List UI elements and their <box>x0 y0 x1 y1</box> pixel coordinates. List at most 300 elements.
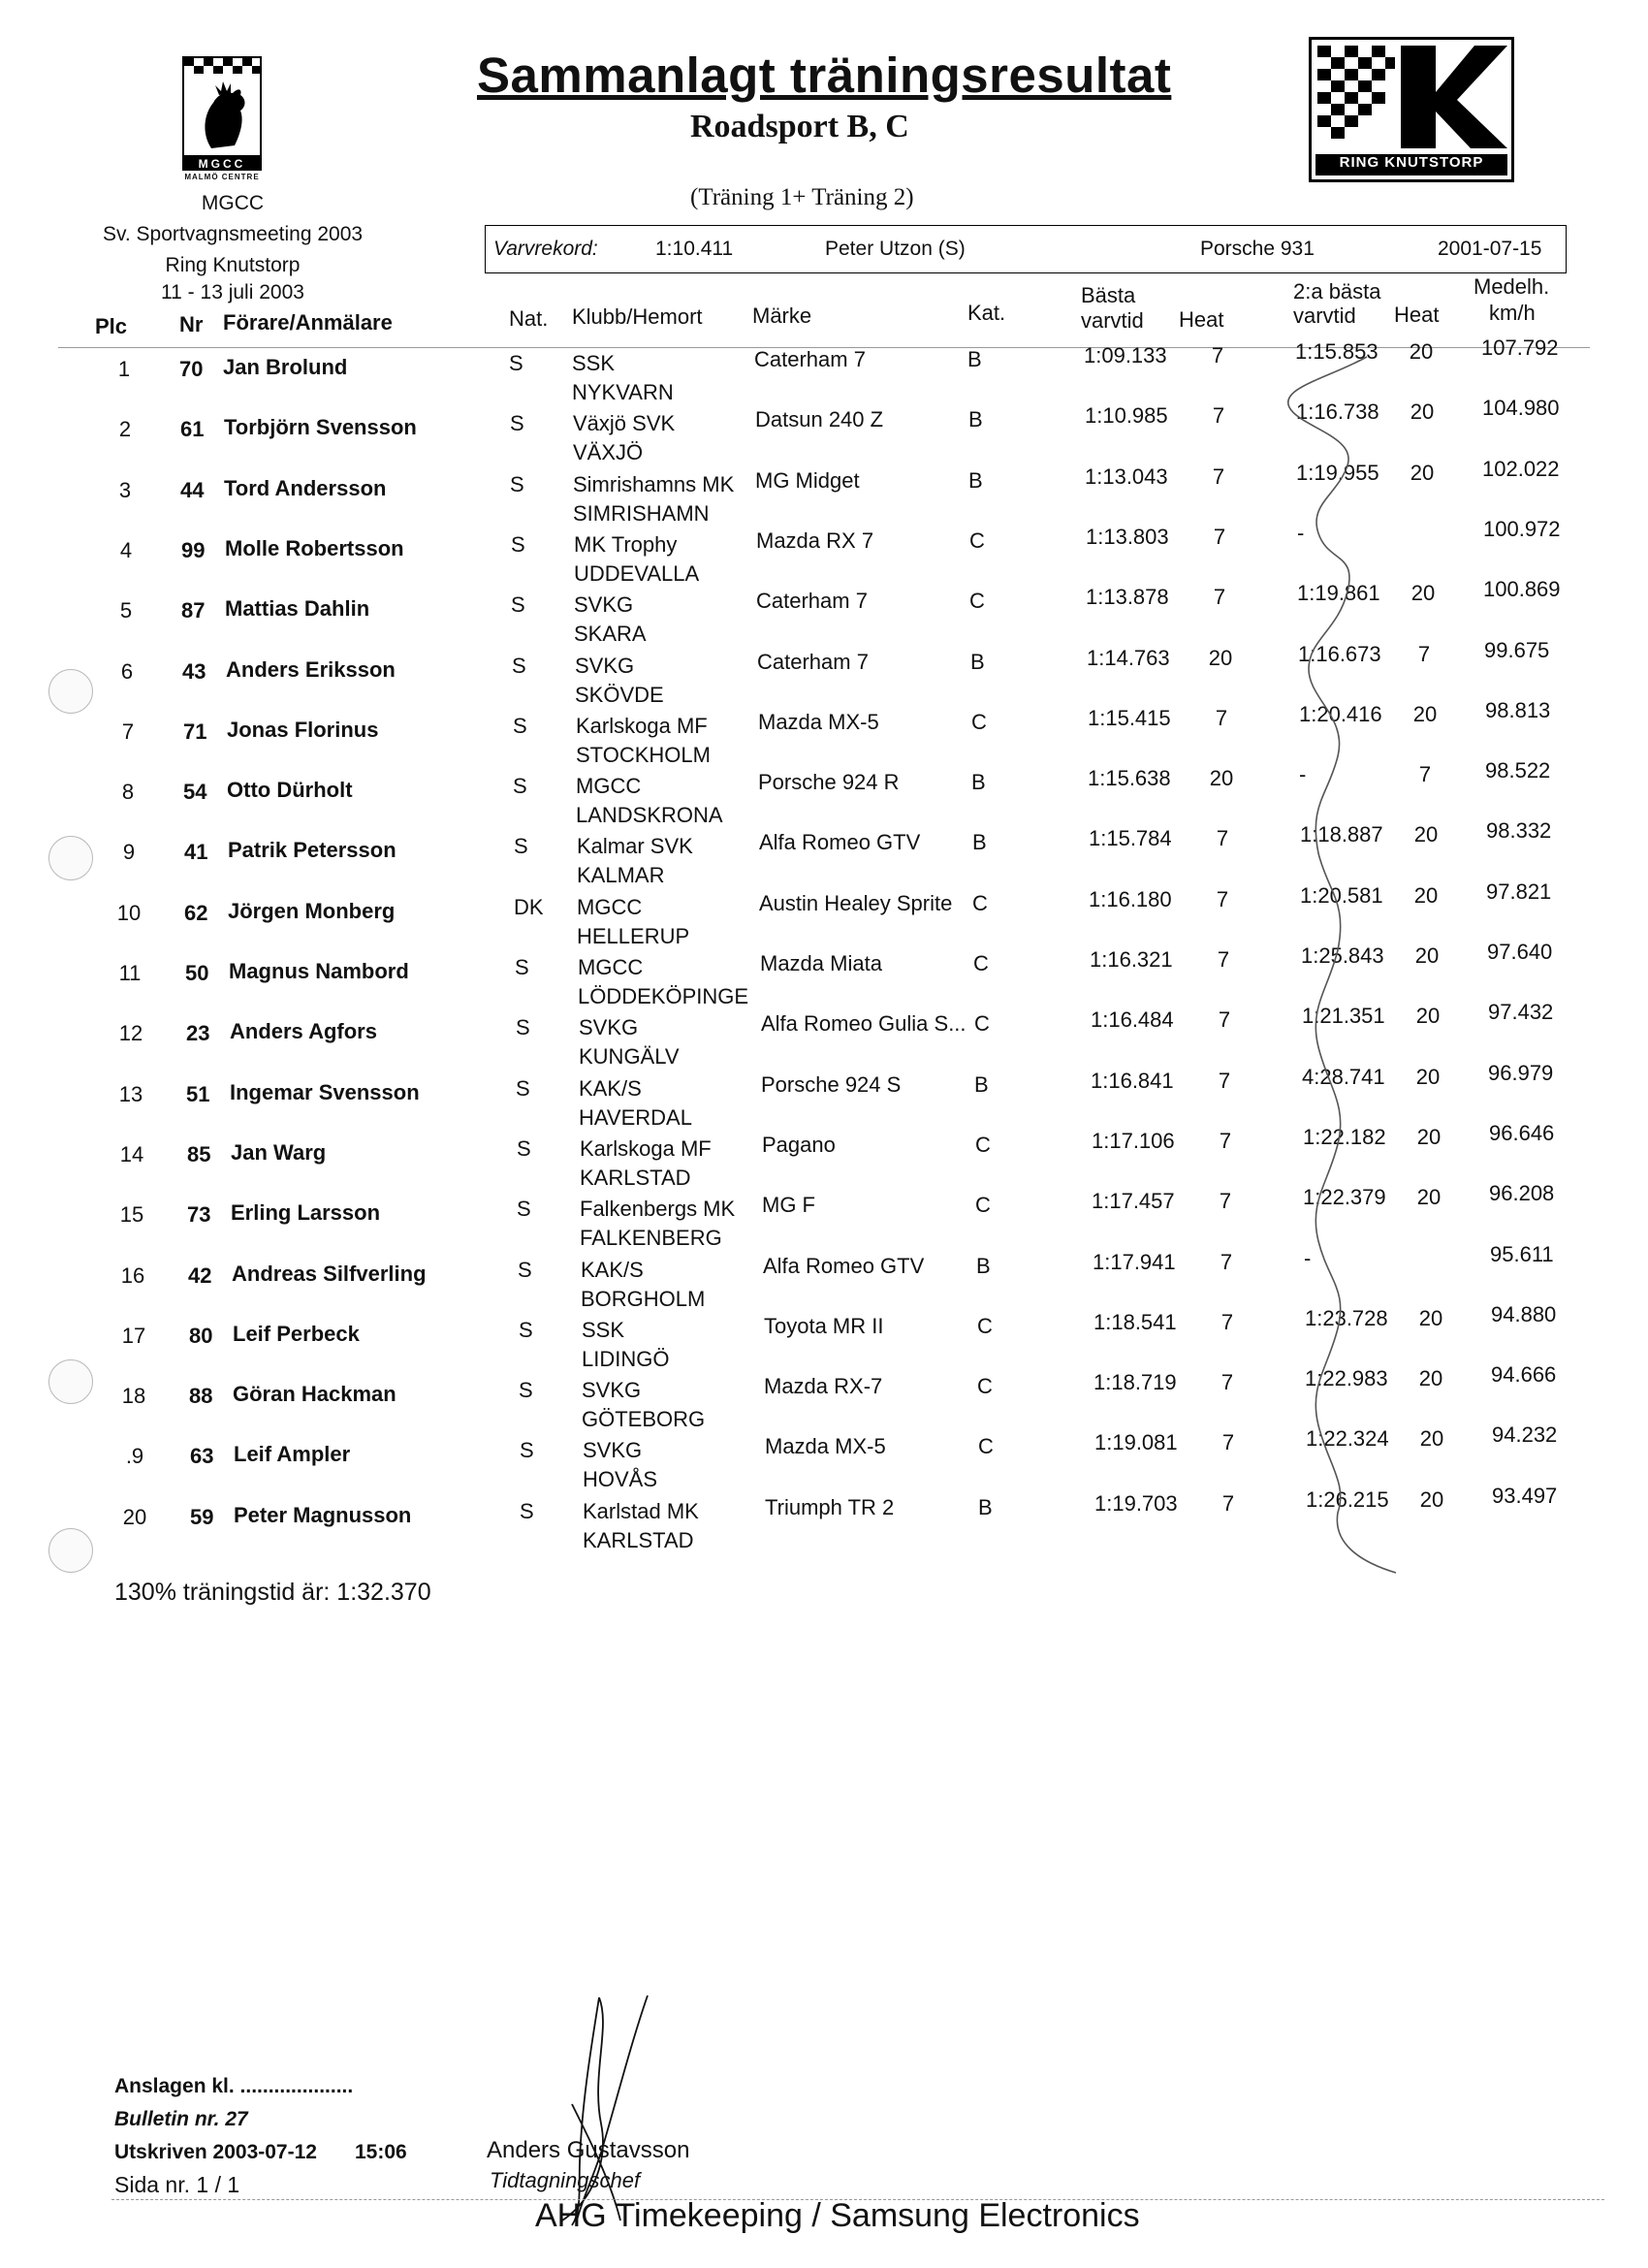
cell-heat: 7 <box>1221 1490 1235 1516</box>
cell-make: Alfa Romeo GTV <box>759 830 921 855</box>
cell-town: BORGHOLM <box>581 1286 706 1311</box>
cell-cat: B <box>976 1253 991 1278</box>
cell-make: Caterham 7 <box>754 347 866 371</box>
cell-club: MGCC <box>576 774 642 799</box>
cell-make: Datsun 240 Z <box>755 407 884 432</box>
cell-town: GÖTEBORG <box>582 1407 706 1432</box>
cell-town: KUNGÄLV <box>579 1044 680 1070</box>
cell-cat: B <box>968 407 983 432</box>
cell-heat: 7 <box>1212 403 1225 429</box>
logo-text: RING KNUTSTORP <box>1339 154 1484 171</box>
cell-heat2: 20 <box>1410 460 1435 485</box>
cell-make: Caterham 7 <box>756 589 868 614</box>
cell-cat: B <box>968 467 983 493</box>
cell-nat: S <box>516 1075 530 1101</box>
cell-plc: 7 <box>121 719 135 744</box>
meeting-name: Sv. Sportvagnsmeeting 2003 <box>102 223 364 245</box>
footer-company: AHG Timekeeping / Samsung Electronics <box>535 2197 1140 2234</box>
cell-heat: 7 <box>1211 343 1224 367</box>
cell-nat: S <box>512 653 526 678</box>
cell-speed: 98.522 <box>1485 758 1551 783</box>
mgcc-logo <box>182 56 262 192</box>
cell-heat2: 20 <box>1419 1426 1444 1452</box>
cell-nr: 71 <box>183 719 207 744</box>
cell-club: SVKG <box>575 653 635 678</box>
cell-heat2: 7 <box>1418 762 1432 787</box>
cell-cat: C <box>969 589 985 614</box>
cell-heat2: 20 <box>1413 882 1439 908</box>
cell-heat: 7 <box>1218 1068 1231 1093</box>
cell-nr: 88 <box>189 1384 213 1409</box>
cell-best: 1:16.841 <box>1091 1068 1174 1093</box>
printed-time: 15:06 <box>355 2141 407 2163</box>
cell-cat: B <box>972 830 987 855</box>
club-name: MGCC <box>201 192 265 214</box>
cell-plc: 16 <box>120 1262 145 1288</box>
cell-second: 1:20.416 <box>1299 701 1382 726</box>
cell-club: MK Trophy <box>574 531 678 557</box>
col-header-plc: Plc <box>95 314 128 338</box>
cell-heat2: 20 <box>1416 1124 1442 1149</box>
signer-role: Tidtagningschef <box>490 2168 641 2192</box>
cell-make: Mazda MX-5 <box>758 709 879 734</box>
cell-driver: Jan Warg <box>231 1139 327 1165</box>
cell-speed: 99.675 <box>1484 637 1550 662</box>
cell-town: NYKVARN <box>572 380 674 404</box>
cell-club: Karlskoga MF <box>580 1135 712 1161</box>
cell-driver: Jan Brolund <box>223 355 348 379</box>
cell-driver: Magnus Nambord <box>229 959 409 983</box>
cell-heat2: 20 <box>1415 1064 1441 1089</box>
cell-club: SVKG <box>583 1438 643 1463</box>
cell-cat: C <box>971 709 987 734</box>
cell-nr: 99 <box>181 537 206 562</box>
cell-driver: Andreas Silfverling <box>232 1261 427 1286</box>
cell-plc: 2 <box>118 417 132 442</box>
cell-nat: S <box>510 411 524 436</box>
cell-speed: 94.232 <box>1492 1422 1558 1448</box>
cell-club: MGCC <box>578 955 644 979</box>
cell-heat: 7 <box>1220 1370 1234 1395</box>
cell-heat2: 20 <box>1412 701 1438 726</box>
col-header-make: Märke <box>752 303 812 328</box>
page-number: Sida nr. 1 / 1 <box>114 2172 240 2197</box>
cell-plc: 3 <box>118 477 132 502</box>
mgcc-crest-icon <box>182 56 262 171</box>
col-header-heat: Heat <box>1179 307 1224 332</box>
cell-cat: C <box>977 1313 993 1338</box>
cell-nr: 63 <box>190 1444 214 1469</box>
cell-nr: 51 <box>186 1081 210 1106</box>
cell-make: Mazda MX-5 <box>765 1434 886 1459</box>
cell-cat: B <box>970 649 985 674</box>
cell-second: 1:16.673 <box>1298 641 1381 666</box>
cell-make: Porsche 924 S <box>761 1071 902 1097</box>
cell-heat2: 20 <box>1418 1305 1443 1330</box>
cell-make: Mazda RX 7 <box>756 527 874 553</box>
cell-nat: S <box>519 1378 533 1403</box>
cell-plc: 14 <box>119 1141 144 1166</box>
cell-best: 1:18.541 <box>1093 1309 1177 1334</box>
cell-best: 1:10.985 <box>1085 403 1168 429</box>
cell-nr: 61 <box>180 417 205 442</box>
cell-driver: Ingemar Svensson <box>230 1079 420 1104</box>
session-label: (Träning 1+ Träning 2) <box>690 184 914 210</box>
cell-heat2: 20 <box>1419 1486 1444 1512</box>
cell-cat: B <box>967 347 982 371</box>
cell-make: Porsche 924 R <box>758 770 900 795</box>
bulletin-number: Bulletin nr. 27 <box>114 2108 248 2130</box>
cell-nr: 44 <box>180 477 205 502</box>
col-header-speed-sub: km/h <box>1489 301 1536 325</box>
cell-town: LANDSKRONA <box>576 803 723 828</box>
cell-town: KALMAR <box>577 863 665 888</box>
cell-second: 1:19.861 <box>1297 581 1380 606</box>
cell-cat: C <box>975 1193 991 1218</box>
cell-club: SVKG <box>582 1378 642 1403</box>
cell-driver: Jonas Florinus <box>227 717 379 742</box>
cell-best: 1:18.719 <box>1093 1370 1177 1395</box>
cell-plc: 8 <box>121 780 135 805</box>
cell-second: 1:22.182 <box>1303 1124 1386 1149</box>
cell-nr: 59 <box>190 1504 214 1529</box>
cell-nr: 80 <box>189 1323 213 1348</box>
cell-nat: S <box>510 471 524 496</box>
cell-cat: B <box>971 770 986 795</box>
cell-plc: 5 <box>119 598 133 623</box>
cell-best: 1:17.106 <box>1092 1128 1175 1153</box>
cell-town: LIDINGÖ <box>582 1346 670 1371</box>
page-subtitle: Roadsport B, C <box>690 109 909 144</box>
cell-town: KARLSTAD <box>583 1527 694 1552</box>
col-header-driver: Förare/Anmälare <box>223 310 393 335</box>
cell-second: - <box>1297 520 1305 545</box>
cell-heat: 7 <box>1218 1007 1231 1033</box>
cell-driver: Anders Eriksson <box>226 656 396 682</box>
cell-make: Toyota MR II <box>764 1313 884 1338</box>
cell-heat: 20 <box>1208 645 1233 670</box>
cell-plc: 1 <box>117 357 131 381</box>
cell-nr: 62 <box>184 900 208 925</box>
cell-best: 1:09.133 <box>1084 343 1167 367</box>
cell-second: 1:22.983 <box>1305 1366 1388 1391</box>
cell-town: SKÖVDE <box>575 682 664 707</box>
record-driver: Peter Utzon (S) <box>825 238 966 260</box>
cell-heat2: 20 <box>1413 822 1439 847</box>
cell-nr: 70 <box>179 357 204 381</box>
cell-nr: 41 <box>184 840 208 865</box>
record-date: 2001-07-15 <box>1438 238 1542 260</box>
cell-nat: S <box>519 1317 533 1342</box>
col-header-second-sub: varvtid <box>1293 303 1356 328</box>
cell-heat: 7 <box>1221 1430 1235 1455</box>
col-header-second: 2:a bästa <box>1293 279 1381 303</box>
lap-record-box <box>485 225 1567 273</box>
cell-club: Falkenbergs MK <box>580 1197 736 1222</box>
cell-nat: S <box>520 1438 534 1463</box>
cell-heat: 7 <box>1219 1189 1232 1214</box>
cell-plc: 9 <box>122 840 136 865</box>
col-header-nat: Nat. <box>509 306 549 331</box>
cell-plc: 4 <box>119 537 133 562</box>
cell-heat: 7 <box>1213 585 1226 610</box>
cell-cat: C <box>978 1434 994 1459</box>
cell-best: 1:13.043 <box>1085 463 1168 489</box>
cell-heat: 20 <box>1209 766 1234 791</box>
cell-plc: 6 <box>120 658 134 684</box>
cell-heat2: 20 <box>1409 339 1434 364</box>
cell-cat: C <box>975 1132 991 1157</box>
cell-speed: 100.869 <box>1483 577 1561 602</box>
handwritten-scribble <box>1251 349 1425 1581</box>
posted-time: Anslagen kl. .................... <box>114 2075 354 2097</box>
cell-nat: DK <box>514 894 544 919</box>
cell-make: Caterham 7 <box>757 649 869 674</box>
cell-plc: 13 <box>118 1081 143 1106</box>
cell-heat2: 20 <box>1415 1004 1441 1029</box>
cell-speed: 98.332 <box>1486 818 1552 844</box>
cell-town: HELLERUP <box>577 923 690 948</box>
cell-heat: 7 <box>1216 886 1229 911</box>
qualifying-note: 130% träningstid är: 1:32.370 <box>114 1579 431 1606</box>
cell-plc: .9 <box>125 1444 144 1469</box>
cell-make: Pagano <box>762 1132 836 1157</box>
cell-make: Alfa Romeo Gulia S... <box>761 1011 967 1037</box>
cell-speed: 102.022 <box>1482 456 1560 481</box>
cell-make: MG Midget <box>755 467 860 493</box>
cell-heat: 7 <box>1212 463 1225 489</box>
logo-text: MGCC <box>198 157 246 171</box>
cell-driver: Leif Ampler <box>234 1442 351 1467</box>
cell-speed: 100.972 <box>1483 516 1561 541</box>
cell-second: 1:23.728 <box>1305 1305 1388 1330</box>
cell-club: Karlstad MK <box>583 1498 699 1523</box>
cell-plc: 17 <box>121 1323 146 1348</box>
cell-town: KARLSTAD <box>580 1165 691 1190</box>
cell-town: HOVÅS <box>583 1467 658 1492</box>
cell-nat: S <box>518 1257 532 1282</box>
cell-second: 1:18.887 <box>1300 822 1383 847</box>
cell-heat: 7 <box>1220 1309 1234 1334</box>
cell-heat: 7 <box>1219 1128 1232 1153</box>
cell-club: SVKG <box>579 1015 639 1040</box>
cell-town: UDDEVALLA <box>574 560 700 586</box>
cell-heat: 7 <box>1213 524 1226 549</box>
cell-driver: Jörgen Monberg <box>228 898 396 923</box>
cell-nat: S <box>520 1498 534 1523</box>
cell-best: 1:14.763 <box>1087 645 1170 670</box>
cell-heat: 7 <box>1217 947 1230 972</box>
cell-second: 1:21.351 <box>1302 1004 1385 1029</box>
cell-best: 1:15.638 <box>1088 766 1171 791</box>
cell-town: VÄXJÖ <box>573 440 644 465</box>
page-title: Sammanlagt träningsresultat <box>477 48 1172 103</box>
cell-driver: Anders Agfors <box>230 1019 377 1044</box>
record-time: 1:10.411 <box>655 238 734 260</box>
cell-nr: 85 <box>187 1141 211 1166</box>
cell-club: SVKG <box>574 592 634 618</box>
cell-best: 1:15.415 <box>1088 705 1171 730</box>
cell-driver: Mattias Dahlin <box>225 596 370 622</box>
cell-make: Austin Healey Sprite <box>759 890 953 915</box>
cell-cat: B <box>974 1071 989 1097</box>
cell-driver: Torbjörn Svensson <box>224 415 417 440</box>
cell-town: STOCKHOLM <box>576 742 711 767</box>
cell-club: Karlskoga MF <box>576 713 708 738</box>
cell-make: MG F <box>762 1193 815 1218</box>
cell-town: FALKENBERG <box>580 1226 722 1251</box>
cell-plc: 12 <box>118 1021 143 1046</box>
record-car: Porsche 931 <box>1200 238 1315 260</box>
cell-cat: C <box>972 890 988 915</box>
col-header-best: Bästa <box>1081 283 1136 307</box>
cell-driver: Göran Hackman <box>233 1382 396 1407</box>
cell-heat2: 20 <box>1416 1185 1442 1210</box>
cell-driver: Tord Andersson <box>224 475 387 500</box>
cell-best: 1:19.703 <box>1094 1490 1178 1516</box>
cell-make: Mazda RX-7 <box>764 1374 883 1399</box>
cell-nr: 54 <box>183 780 207 805</box>
cell-nr: 87 <box>181 598 206 623</box>
venue-name: Ring Knutstorp <box>165 254 301 276</box>
col-header-best-sub: varvtid <box>1081 308 1144 333</box>
logo-subtext: MALMÖ CENTRE <box>184 173 260 181</box>
cell-best: 1:16.180 <box>1089 886 1172 911</box>
cell-heat2: 20 <box>1418 1366 1443 1391</box>
cell-driver: Molle Robertsson <box>225 535 404 560</box>
printed-date: Utskriven 2003-07-12 <box>114 2141 317 2163</box>
cell-nat: S <box>513 774 527 799</box>
cell-speed: 98.813 <box>1485 697 1551 722</box>
cell-second: 1:22.324 <box>1306 1426 1389 1452</box>
cell-cat: C <box>969 527 985 553</box>
cell-nr: 43 <box>182 658 206 684</box>
cell-club: KAK/S <box>579 1075 642 1101</box>
cell-heat2: 20 <box>1414 943 1440 968</box>
cell-town: LÖDDEKÖPINGE <box>578 984 749 1008</box>
cell-second: 1:26.215 <box>1306 1486 1389 1512</box>
cell-cat: C <box>977 1374 993 1399</box>
cell-speed: 95.611 <box>1490 1241 1554 1266</box>
cell-nat: S <box>511 592 525 618</box>
cell-driver: Patrik Petersson <box>228 838 396 863</box>
cell-speed: 96.646 <box>1489 1120 1555 1145</box>
cell-best: 1:13.878 <box>1086 585 1169 610</box>
cell-town: SKARA <box>574 622 647 647</box>
cell-second: 1:16.738 <box>1296 399 1379 425</box>
cell-driver: Erling Larsson <box>231 1200 381 1226</box>
cell-heat2: 20 <box>1410 399 1435 425</box>
cell-best: 1:19.081 <box>1094 1430 1178 1455</box>
cell-speed: 96.208 <box>1489 1181 1555 1206</box>
cell-best: 1:17.457 <box>1092 1189 1175 1214</box>
cell-plc: 18 <box>121 1384 146 1409</box>
cell-cat: B <box>978 1494 993 1519</box>
cell-best: 1:13.803 <box>1086 524 1169 549</box>
cell-nat: S <box>517 1135 531 1161</box>
cell-plc: 10 <box>116 900 142 925</box>
cell-speed: 94.880 <box>1491 1301 1557 1326</box>
cell-nat: S <box>516 1015 530 1040</box>
cell-plc: 11 <box>118 961 142 985</box>
cell-speed: 104.980 <box>1482 396 1560 421</box>
cell-speed: 94.666 <box>1491 1362 1557 1388</box>
signer-name: Anders Gustavsson <box>487 2137 690 2163</box>
cell-best: 1:15.784 <box>1089 826 1172 851</box>
cell-second: 1:15.853 <box>1295 339 1379 364</box>
cell-driver: Peter Magnusson <box>234 1502 412 1527</box>
cell-speed: 97.432 <box>1488 1000 1554 1025</box>
cell-make: Mazda Miata <box>760 951 882 975</box>
col-header-cat: Kat. <box>967 301 1006 325</box>
col-header-club: Klubb/Hemort <box>572 304 703 329</box>
cell-town: SIMRISHAMN <box>573 500 710 526</box>
col-header-nr: Nr <box>179 312 204 336</box>
cell-club: Simrishamns MK <box>573 471 735 496</box>
cell-make: Alfa Romeo GTV <box>763 1253 925 1278</box>
cell-nat: S <box>517 1197 531 1222</box>
cell-cat: C <box>974 1011 990 1037</box>
col-header-speed: Medelh. <box>1474 274 1550 299</box>
cell-nat: S <box>513 713 527 738</box>
ring-knutstorp-logo <box>1309 37 1514 182</box>
meeting-dates: 11 - 13 juli 2003 <box>161 281 304 303</box>
cell-nat: S <box>511 531 525 557</box>
cell-club: KAK/S <box>581 1257 644 1282</box>
record-label: Varvrekord: <box>493 238 598 260</box>
signature <box>523 1988 679 2230</box>
cell-second: 4:28.741 <box>1302 1064 1385 1089</box>
cell-heat: 7 <box>1216 826 1229 851</box>
cell-make: Triumph TR 2 <box>765 1494 895 1519</box>
cell-nr: 42 <box>188 1262 212 1288</box>
cell-second: 1:19.955 <box>1296 460 1379 485</box>
cell-town: HAVERDAL <box>579 1104 692 1130</box>
cell-heat: 7 <box>1215 705 1228 730</box>
col-header-heat2: Heat <box>1394 303 1440 327</box>
cell-second: 1:25.843 <box>1301 943 1384 968</box>
cell-nr: 73 <box>187 1202 211 1228</box>
cell-club: Växjö SVK <box>573 411 676 436</box>
cell-nat: S <box>515 955 529 979</box>
cell-nat: S <box>514 834 528 859</box>
cell-speed: 97.640 <box>1487 940 1553 964</box>
cell-driver: Leif Perbeck <box>233 1321 360 1346</box>
cell-nr: 50 <box>185 961 209 985</box>
cell-heat2: 7 <box>1417 641 1431 666</box>
cell-club: SSK <box>572 351 616 375</box>
cell-speed: 97.821 <box>1486 878 1552 904</box>
cell-second: - <box>1304 1245 1312 1270</box>
cell-second: 1:22.379 <box>1303 1185 1386 1210</box>
cell-second: - <box>1299 762 1307 787</box>
cell-plc: 20 <box>122 1504 147 1529</box>
cell-plc: 15 <box>119 1202 144 1228</box>
cell-best: 1:16.321 <box>1090 947 1173 972</box>
cell-driver: Otto Dürholt <box>227 778 353 803</box>
cell-speed: 93.497 <box>1492 1483 1558 1508</box>
cell-best: 1:16.484 <box>1091 1007 1174 1033</box>
cell-speed: 107.792 <box>1481 335 1559 360</box>
cell-best: 1:17.941 <box>1093 1249 1176 1274</box>
cell-club: MGCC <box>577 894 643 919</box>
cell-heat: 7 <box>1220 1249 1233 1274</box>
cell-cat: C <box>973 951 989 975</box>
cell-club: SSK <box>582 1317 625 1342</box>
cell-second: 1:20.581 <box>1300 882 1383 908</box>
cell-nr: 23 <box>186 1021 210 1046</box>
cell-speed: 96.979 <box>1488 1060 1554 1085</box>
